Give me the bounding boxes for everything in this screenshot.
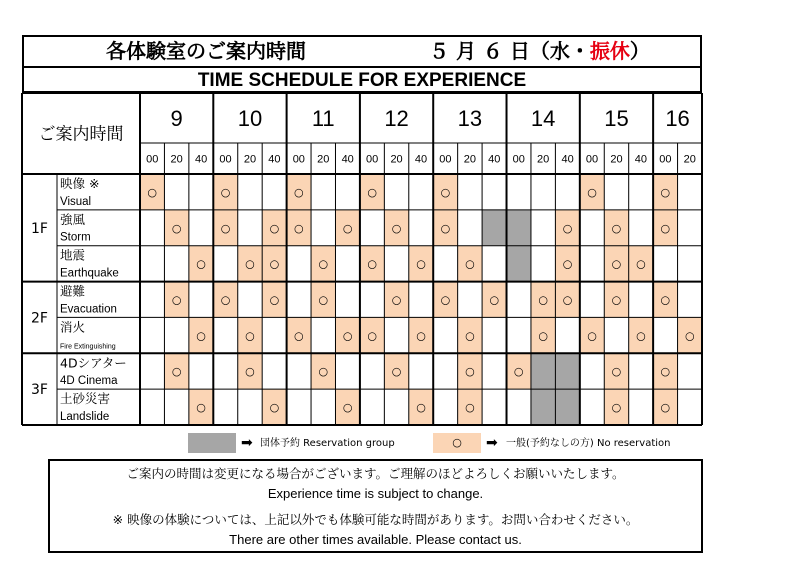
minute-label: 00	[146, 153, 159, 166]
floor-label: 1F	[31, 220, 48, 237]
slot-mark: ○	[220, 185, 231, 199]
group-reservation-cell	[507, 210, 531, 246]
minute-label: 20	[610, 153, 623, 166]
slot-mark: ○	[220, 221, 231, 235]
slot-mark: ○	[416, 401, 426, 415]
experience-name-jp: 映像 ※	[60, 176, 100, 191]
experience-name-en: Fire Extinguishing	[60, 343, 116, 351]
minute-label: 00	[366, 153, 379, 166]
slot-mark: ○	[660, 401, 671, 415]
minute-label: 40	[561, 153, 574, 166]
minute-label: 20	[390, 153, 403, 166]
slot-mark: ○	[465, 401, 475, 415]
slot-mark: ○	[342, 401, 353, 415]
hour-label: 15	[604, 106, 629, 131]
hour-label: 9	[170, 106, 183, 131]
page-title-en: TIME SCHEDULE FOR EXPERIENCE	[197, 70, 527, 91]
experience-name-en: Storm	[60, 231, 91, 244]
slot-mark: ○	[440, 221, 451, 235]
hour-label: 11	[311, 106, 335, 131]
date-suffix: ）	[629, 39, 650, 63]
slot-mark: ○	[684, 329, 695, 343]
slot-mark: ○	[465, 365, 475, 379]
slot-mark: ○	[245, 329, 255, 343]
slot-mark: ○	[171, 221, 182, 235]
slot-mark: ○	[220, 293, 231, 307]
experience-name-en: Evacuation	[60, 303, 117, 316]
slot-mark: ○	[318, 257, 329, 271]
slot-mark: ○	[171, 365, 182, 379]
slot-mark: ○	[367, 185, 377, 199]
group-reservation-cell	[507, 246, 531, 282]
slot-mark: ○	[294, 329, 304, 343]
slot-mark: ○	[391, 221, 402, 235]
slot-mark: ○	[636, 329, 646, 343]
slot-mark: ○	[391, 365, 402, 379]
slot-mark: ○	[416, 329, 426, 343]
slot-mark: ○	[440, 185, 451, 199]
arrow-right-icon: ➡	[241, 435, 253, 451]
slot-mark: ○	[196, 257, 206, 271]
slot-mark: ○	[367, 257, 377, 271]
slot-mark: ○	[416, 257, 426, 271]
group-reservation-cell	[555, 353, 579, 389]
hour-label: 14	[530, 106, 556, 131]
corner-label: ご案内時間	[38, 124, 124, 145]
floor-label: 3F	[31, 382, 48, 399]
slot-mark: ○	[294, 221, 304, 235]
legend-group-label: 団体予約 Reservation group	[260, 438, 395, 449]
experience-name-en: 4D Cinema	[60, 375, 118, 388]
slot-mark: ○	[562, 221, 573, 235]
page-title: 各体験室のご案内時間	[106, 39, 306, 63]
slot-mark: ○	[294, 185, 304, 199]
slot-mark: ○	[342, 221, 353, 235]
minute-label: 20	[170, 153, 183, 166]
slot-mark: ○	[196, 329, 206, 343]
slot-mark: ○	[562, 257, 573, 271]
slot-mark: ○	[147, 185, 158, 199]
holiday-label: 振休	[589, 39, 630, 63]
legend-group-swatch	[188, 433, 236, 453]
slot-mark: ○	[660, 293, 671, 307]
slot-mark: ○	[538, 329, 548, 343]
slot-mark: ○	[342, 329, 353, 343]
slot-mark: ○	[245, 365, 255, 379]
slot-mark: ○	[587, 185, 597, 199]
slot-mark: ○	[611, 221, 622, 235]
experience-name-jp: 地震	[60, 247, 86, 263]
hour-label: 10	[237, 106, 263, 131]
legend-general-swatch: ○	[433, 433, 481, 453]
slot-mark: ○	[611, 365, 622, 379]
minute-label: 20	[243, 153, 257, 166]
slot-mark: ○	[611, 257, 622, 271]
slot-mark: ○	[318, 293, 329, 307]
slot-mark: ○	[269, 293, 280, 307]
slot-mark: ○	[367, 329, 377, 343]
minute-label: 00	[219, 153, 232, 166]
slot-mark: ○	[465, 257, 475, 271]
minute-label: 40	[194, 153, 208, 166]
slot-mark: ○	[489, 293, 500, 307]
slot-mark: ○	[611, 293, 622, 307]
minute-label: 40	[634, 153, 648, 166]
notice-line-2-en: There are other times available. Please contact us.	[229, 532, 522, 547]
notice-box	[48, 459, 703, 553]
minute-label: 40	[341, 153, 354, 166]
minute-label: 00	[659, 153, 672, 166]
minute-label: 00	[585, 153, 599, 166]
group-reservation-cell	[555, 389, 579, 425]
notice-line-1-en: Experience time is subject to change.	[267, 486, 484, 501]
slot-mark: ○	[269, 257, 280, 271]
group-reservation-cell	[531, 353, 555, 389]
slot-mark: ○	[660, 221, 671, 235]
experience-name-jp: 消火	[60, 319, 86, 335]
experience-name-jp: 4Dシアター	[60, 355, 127, 371]
slot-mark: ○	[318, 365, 329, 379]
slot-mark: ○	[269, 221, 280, 235]
slot-mark: ○	[513, 365, 524, 379]
slot-mark: ○	[636, 257, 646, 271]
minute-label: 40	[488, 153, 501, 166]
floor-label: 2F	[31, 310, 48, 327]
minute-label: 20	[537, 153, 550, 166]
minute-label: 40	[414, 153, 428, 166]
group-reservation-cell	[482, 210, 506, 246]
minute-label: 00	[439, 153, 452, 166]
slot-mark: ○	[465, 329, 475, 343]
experience-name-jp: 土砂災害	[60, 391, 111, 407]
slot-mark: ○	[611, 401, 622, 415]
slot-mark: ○	[562, 293, 573, 307]
hour-label: 16	[665, 106, 690, 131]
minute-label: 20	[463, 153, 476, 166]
slot-mark: ○	[196, 401, 206, 415]
slot-mark: ○	[171, 293, 182, 307]
slot-mark: ○	[440, 293, 451, 307]
notice-line-1-jp: ご案内の時間は変更になる場合がございます。ご理解のほどよろしくお願いいたします。	[126, 466, 625, 481]
arrow-right-icon: ➡	[486, 435, 498, 451]
minute-label: 00	[512, 153, 525, 166]
slot-mark: ○	[660, 185, 671, 199]
legend-general-label: 一般(予約なしの方) No reservation	[506, 438, 671, 449]
experience-name-en: Visual	[60, 195, 92, 208]
minute-label: 40	[268, 153, 281, 166]
experience-name-jp: 強風	[60, 211, 86, 227]
group-reservation-cell	[531, 389, 555, 425]
slot-mark: ○	[587, 329, 597, 343]
slot-mark: ○	[391, 293, 402, 307]
hour-label: 13	[457, 106, 483, 131]
date-prefix: ５ 月 ６ 日（水・	[429, 39, 590, 63]
notice-line-2-jp: ※ 映像の体験については、上記以外でも体験可能な時間があります。お問い合わせください。	[112, 512, 639, 527]
slot-mark: ○	[245, 257, 255, 271]
slot-mark: ○	[538, 293, 548, 307]
hour-label: 12	[384, 106, 409, 131]
slot-mark: ○	[269, 401, 280, 415]
experience-name-jp: 避難	[60, 283, 86, 299]
minute-label: 00	[292, 153, 305, 166]
experience-name-en: Earthquake	[60, 267, 119, 280]
minute-label: 20	[683, 153, 696, 166]
minute-label: 20	[317, 153, 330, 166]
slot-mark: ○	[660, 365, 671, 379]
experience-name-en: Landslide	[60, 411, 110, 423]
